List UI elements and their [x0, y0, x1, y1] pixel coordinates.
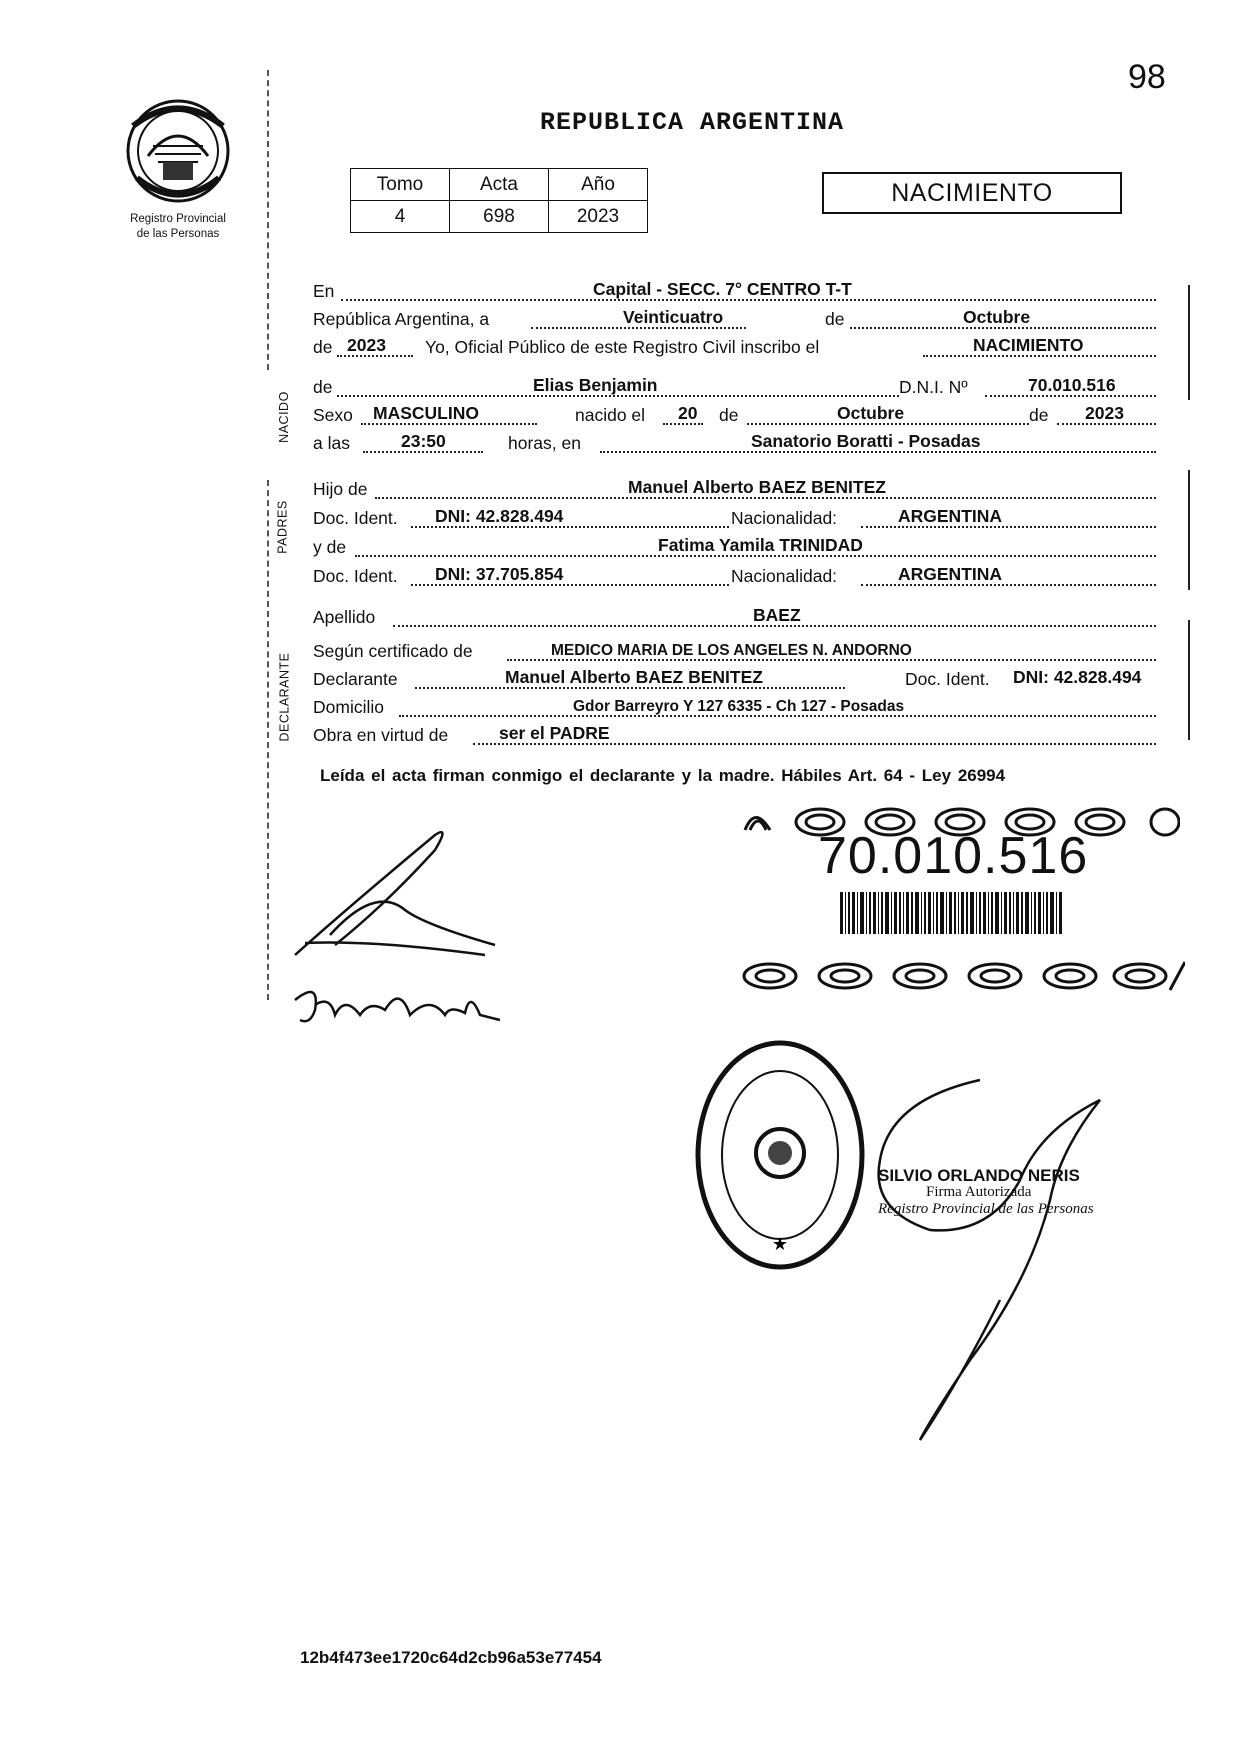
sexo-label: Sexo: [313, 405, 353, 425]
de2-label: de: [313, 337, 333, 357]
apellido-label: Apellido: [313, 607, 376, 627]
nac-de-label: de: [719, 405, 739, 425]
birth-day-value: 20: [678, 403, 698, 423]
birth-place-value: Sanatorio Boratti - Posadas: [751, 431, 981, 451]
child-name-value: Elias Benjamin: [533, 375, 658, 395]
row-certificado: [313, 638, 1168, 666]
mother-signature: [290, 975, 510, 1035]
row-en: [313, 278, 1168, 306]
registry-logo: [108, 96, 248, 241]
row-obra: [313, 722, 1168, 750]
left-margin-line: [267, 70, 269, 370]
row-ydemadre: [313, 534, 1168, 562]
declarante-doc-label: Doc. Ident.: [905, 669, 990, 689]
logo-caption-line1: Registro Provincial: [130, 213, 226, 225]
ref-header-tomo: Tomo: [351, 169, 450, 201]
registrar-title: Firma Autorizada: [926, 1184, 1032, 1200]
official-stamp: [690, 1035, 870, 1275]
en-label: En: [313, 281, 335, 301]
side-label-declarante: DECLARANTE: [277, 652, 292, 742]
docident-label: Doc. Ident.: [313, 508, 398, 528]
inscribo-label: Yo, Oficial Público de este Registro Civil inscribo el: [425, 337, 820, 357]
declarant-dni-value: DNI: 42.828.494: [1013, 667, 1142, 687]
birth-month-value: Octubre: [837, 403, 905, 423]
child-dni-value: 70.010.516: [1028, 375, 1116, 395]
province-seal-icon: [123, 96, 233, 206]
role-value: ser el PADRE: [499, 723, 610, 743]
sex-value: MASCULINO: [373, 403, 479, 423]
registrar-office: Registro Provincial de las Personas: [878, 1201, 1094, 1217]
row-hijo: [313, 476, 1168, 504]
ref-value-acta: 698: [450, 201, 549, 233]
right-border: [1188, 285, 1190, 400]
row-nombre: [313, 374, 1168, 402]
ref-header-acta: Acta: [450, 169, 549, 201]
nac-de2-label: de: [1029, 405, 1049, 425]
right-border: [1188, 470, 1190, 590]
certificado-label: Según certificado de: [313, 641, 473, 661]
row-father-doc: [313, 505, 1168, 533]
en-value: Capital - SECC. 7° CENTRO T-T: [593, 279, 852, 299]
de-label: de: [825, 309, 845, 329]
nacionalidad-label: Nacionalidad:: [731, 508, 838, 528]
row-hora: [313, 430, 1168, 458]
birth-time-value: 23:50: [401, 431, 446, 451]
barcode-icon: [840, 892, 1065, 934]
act-type-box: NACIMIENTO: [822, 172, 1122, 214]
mother-dni-value: DNI: 37.705.854: [435, 564, 564, 584]
row-declarante: [313, 666, 1168, 694]
mother-nationality-value: ARGENTINA: [898, 564, 1003, 584]
registrar-block: [878, 1167, 1094, 1218]
mother-name-value: Fatima Yamila TRINIDAD: [658, 535, 863, 555]
birth-year-value: 2023: [1085, 403, 1124, 423]
country-title: REPUBLICA ARGENTINA: [540, 108, 845, 137]
right-border: [1188, 620, 1190, 740]
svg-text:★: ★: [771, 1234, 789, 1254]
registrar-name: SILVIO ORLANDO NERIS: [878, 1166, 1080, 1185]
row-sexo: [313, 402, 1168, 430]
year-value: 2023: [347, 335, 386, 355]
side-label-padres: PADRES: [275, 500, 290, 554]
hijo-label: Hijo de: [313, 479, 368, 499]
father-nationality-value: ARGENTINA: [898, 506, 1003, 526]
declarante-label: Declarante: [313, 669, 398, 689]
address-value: Gdor Barreyro Y 127 6335 - Ch 127 - Posadas: [573, 698, 905, 715]
ref-value-anio: 2023: [549, 201, 648, 233]
row-mother-doc: [313, 563, 1168, 591]
day-value: Veinticuatro: [623, 307, 724, 327]
father-dni-value: DNI: 42.828.494: [435, 506, 564, 526]
domicilio-label: Domicilio: [313, 697, 384, 717]
declarant-name-value: Manuel Alberto BAEZ BENITEZ: [505, 667, 763, 687]
horas-label: horas, en: [508, 433, 581, 453]
ref-header-anio: Año: [549, 169, 648, 201]
nombre-label: de: [313, 377, 333, 397]
alas-label: a las: [313, 433, 350, 453]
dni-large-number: 70.010.516: [818, 827, 1089, 885]
yde-label: y de: [313, 537, 347, 557]
republica-label: República Argentina, a: [313, 309, 490, 329]
record-type-value: NACIMIENTO: [973, 335, 1084, 355]
nacido-label: nacido el: [575, 405, 646, 425]
declarant-signature: [285, 815, 515, 965]
month-value: Octubre: [963, 307, 1031, 327]
page-number: 98: [1128, 58, 1166, 96]
obra-label: Obra en virtud de: [313, 725, 449, 745]
row-republica: [313, 306, 1168, 334]
reference-table: [350, 168, 648, 233]
father-name-value: Manuel Alberto BAEZ BENITEZ: [628, 477, 886, 497]
side-label-nacido: NACIDO: [276, 391, 291, 443]
nacionalidad-label-2: Nacionalidad:: [731, 566, 838, 586]
registrar-signature: [870, 1060, 1120, 1450]
security-watermark-bottom: [740, 958, 1185, 992]
docident-label-2: Doc. Ident.: [313, 566, 398, 586]
ref-value-tomo: 4: [351, 201, 450, 233]
row-inscribo: [313, 334, 1168, 362]
row-domicilio: [313, 694, 1168, 722]
left-margin-line: [267, 480, 269, 1000]
legal-text: Leída el acta firman conmigo el declarante y la madre. Hábiles Art. 64 - Ley 26994: [320, 766, 1006, 785]
logo-caption-line2: de las Personas: [136, 228, 220, 240]
certificate-value: MEDICO MARIA DE LOS ANGELES N. ANDORNO: [551, 642, 912, 659]
row-apellido: [313, 604, 1168, 632]
document-hash: 12b4f473ee1720c64d2cb96a53e77454: [300, 1648, 602, 1667]
surname-value: BAEZ: [753, 605, 801, 625]
dni-label: D.N.I. Nº: [899, 377, 968, 397]
